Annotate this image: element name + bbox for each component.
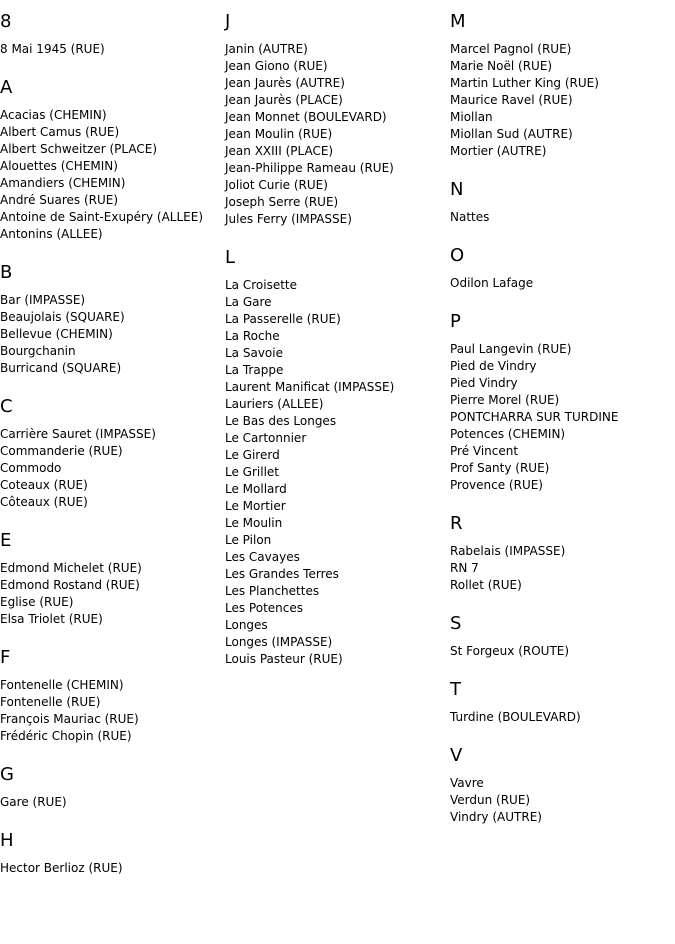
street-name: Laurent Manificat (IMPASSE) xyxy=(225,380,395,394)
street-name: Vindry (AUTRE) xyxy=(450,810,542,824)
street-list xyxy=(450,275,675,292)
street-name: Jean XXIII (PLACE) xyxy=(225,144,334,158)
section-letter-heading: G xyxy=(0,764,14,785)
street-name: 8 Mai 1945 (RUE) xyxy=(0,42,105,56)
letter-section xyxy=(0,396,225,511)
letter-section xyxy=(450,245,675,292)
street-name: Côteaux (RUE) xyxy=(0,495,88,509)
letter-section xyxy=(225,11,450,228)
street-name: Burricand (SQUARE) xyxy=(0,361,122,375)
street-name: Turdine (BOULEVARD) xyxy=(450,710,581,724)
section-letter-heading: C xyxy=(0,396,13,417)
street-name: Pré Vincent xyxy=(450,444,519,458)
street-name: Maurice Ravel (RUE) xyxy=(450,93,573,107)
street-name: Alouettes (CHEMIN) xyxy=(0,159,118,173)
street-name: François Mauriac (RUE) xyxy=(0,712,139,726)
letter-section xyxy=(450,11,675,160)
street-name: Le Cartonnier xyxy=(225,431,307,445)
street-name: Edmond Michelet (RUE) xyxy=(0,561,142,575)
street-name: Elsa Triolet (RUE) xyxy=(0,612,103,626)
street-name: Louis Pasteur (RUE) xyxy=(225,652,343,666)
section-letter-heading: O xyxy=(450,245,465,266)
street-name: Les Cavayes xyxy=(225,550,300,564)
street-name: Amandiers (CHEMIN) xyxy=(0,176,126,190)
street-name: La Trappe xyxy=(225,363,284,377)
street-name: Nattes xyxy=(450,210,490,224)
street-name: Miollan Sud (AUTRE) xyxy=(450,127,573,141)
street-name: Longes (IMPASSE) xyxy=(225,635,333,649)
section-letter-heading: B xyxy=(0,262,13,283)
street-name: Longes xyxy=(225,618,268,632)
street-name: Fontenelle (CHEMIN) xyxy=(0,678,124,692)
street-name: Le Mortier xyxy=(225,499,286,513)
letter-section xyxy=(0,647,225,745)
letter-section xyxy=(225,247,450,668)
letter-section xyxy=(450,613,675,660)
street-name: Le Moulin xyxy=(225,516,283,530)
street-name: St Forgeux (ROUTE) xyxy=(450,644,570,658)
letter-section xyxy=(0,830,225,877)
street-name: Joseph Serre (RUE) xyxy=(225,195,339,209)
street-name: La Roche xyxy=(225,329,280,343)
street-name: Joliot Curie (RUE) xyxy=(225,178,328,192)
street-name: RN 7 xyxy=(450,561,479,575)
street-name: Frédéric Chopin (RUE) xyxy=(0,729,132,743)
section-letter-heading: S xyxy=(450,613,462,634)
section-letter-heading: 8 xyxy=(0,11,12,32)
section-letter-heading: N xyxy=(450,179,464,200)
street-list xyxy=(225,277,450,668)
street-list xyxy=(0,860,225,877)
street-list xyxy=(450,775,675,826)
street-name: Hector Berlioz (RUE) xyxy=(0,861,123,875)
street-name: Antoine de Saint-Exupéry (ALLEE) xyxy=(0,210,204,224)
section-letter-heading: E xyxy=(0,530,12,551)
street-name: Pierre Morel (RUE) xyxy=(450,393,560,407)
section-letter-heading: L xyxy=(225,247,236,268)
letter-section xyxy=(0,764,225,811)
street-list xyxy=(225,41,450,228)
street-list xyxy=(450,543,675,594)
street-name: Vavre xyxy=(450,776,484,790)
street-name: Antonins (ALLEE) xyxy=(0,227,103,241)
street-name: Mortier (AUTRE) xyxy=(450,144,547,158)
street-list xyxy=(450,709,675,726)
street-name: Rollet (RUE) xyxy=(450,578,522,592)
section-letter-heading: R xyxy=(450,513,463,534)
section-letter-heading: F xyxy=(0,647,11,668)
street-name: Le Bas des Longes xyxy=(225,414,337,428)
street-name: Provence (RUE) xyxy=(450,478,543,492)
street-name: Albert Camus (RUE) xyxy=(0,125,120,139)
street-name: Jean Jaurès (PLACE) xyxy=(225,93,343,107)
street-name: Verdun (RUE) xyxy=(450,793,531,807)
section-letter-heading: V xyxy=(450,745,463,766)
street-name: Albert Schweitzer (PLACE) xyxy=(0,142,158,156)
section-letter-heading: J xyxy=(225,11,231,32)
street-list xyxy=(0,292,225,377)
street-name: La Gare xyxy=(225,295,272,309)
street-name: Coteaux (RUE) xyxy=(0,478,88,492)
street-list xyxy=(450,643,675,660)
street-name: Jean-Philippe Rameau (RUE) xyxy=(225,161,394,175)
letter-section xyxy=(450,513,675,594)
street-name: Marie Noël (RUE) xyxy=(450,59,553,73)
street-name: PONTCHARRA SUR TURDINE xyxy=(450,410,619,424)
street-name: Jean Jaurès (AUTRE) xyxy=(225,76,345,90)
street-name: Prof Santy (RUE) xyxy=(450,461,550,475)
street-list xyxy=(0,677,225,745)
section-letter-heading: T xyxy=(450,679,461,700)
street-name: Jean Monnet (BOULEVARD) xyxy=(225,110,387,124)
street-name: Les Potences xyxy=(225,601,303,615)
street-name: Jean Giono (RUE) xyxy=(225,59,328,73)
letter-section xyxy=(450,179,675,226)
street-name: Pied Vindry xyxy=(450,376,518,390)
street-name: Janin (AUTRE) xyxy=(225,42,308,56)
street-list xyxy=(0,560,225,628)
street-name: Jean Moulin (RUE) xyxy=(225,127,333,141)
street-name: Les Planchettes xyxy=(225,584,320,598)
street-name: La Savoie xyxy=(225,346,283,360)
street-name: Eglise (RUE) xyxy=(0,595,74,609)
street-name: Bourgchanin xyxy=(0,344,76,358)
street-name: Paul Langevin (RUE) xyxy=(450,342,572,356)
street-name: Marcel Pagnol (RUE) xyxy=(450,42,572,56)
street-list xyxy=(0,426,225,511)
street-name: Le Pilon xyxy=(225,533,272,547)
street-name: Les Grandes Terres xyxy=(225,567,339,581)
street-name: Jules Ferry (IMPASSE) xyxy=(225,212,352,226)
letter-section xyxy=(0,262,225,377)
street-name: Lauriers (ALLEE) xyxy=(225,397,324,411)
letter-section xyxy=(0,11,225,58)
street-name: Le Girerd xyxy=(225,448,280,462)
street-name: Odilon Lafage xyxy=(450,276,534,290)
street-name: Carrière Sauret (IMPASSE) xyxy=(0,427,156,441)
street-list xyxy=(0,107,225,243)
street-list xyxy=(450,209,675,226)
street-name: Miollan xyxy=(450,110,493,124)
letter-section xyxy=(0,530,225,628)
street-name: Commodo xyxy=(0,461,62,475)
street-list xyxy=(0,794,225,811)
letter-section xyxy=(450,311,675,494)
column-2 xyxy=(225,0,450,668)
column-1 xyxy=(0,0,225,877)
street-name: La Croisette xyxy=(225,278,298,292)
section-letter-heading: A xyxy=(0,77,13,98)
street-name: Bar (IMPASSE) xyxy=(0,293,86,307)
street-list xyxy=(0,41,225,58)
street-name: Le Mollard xyxy=(225,482,287,496)
letter-section xyxy=(0,77,225,243)
street-name: Pied de Vindry xyxy=(450,359,537,373)
street-name: Gare (RUE) xyxy=(0,795,67,809)
street-name: Martin Luther King (RUE) xyxy=(450,76,599,90)
street-name: Beaujolais (SQUARE) xyxy=(0,310,125,324)
street-name: Rabelais (IMPASSE) xyxy=(450,544,566,558)
street-list xyxy=(450,341,675,494)
street-name: Commanderie (RUE) xyxy=(0,444,123,458)
street-name: Acacias (CHEMIN) xyxy=(0,108,107,122)
street-name: La Passerelle (RUE) xyxy=(225,312,341,326)
street-name: Edmond Rostand (RUE) xyxy=(0,578,140,592)
section-letter-heading: M xyxy=(450,11,466,32)
street-name: Le Grillet xyxy=(225,465,279,479)
street-name: André Suares (RUE) xyxy=(0,193,119,207)
street-name: Fontenelle (RUE) xyxy=(0,695,101,709)
letter-section xyxy=(450,679,675,726)
letter-section xyxy=(450,745,675,826)
street-name: Bellevue (CHEMIN) xyxy=(0,327,113,341)
section-letter-heading: P xyxy=(450,311,461,332)
street-name: Potences (CHEMIN) xyxy=(450,427,566,441)
street-list xyxy=(450,41,675,160)
section-letter-heading: H xyxy=(0,830,14,851)
column-3 xyxy=(450,0,675,826)
